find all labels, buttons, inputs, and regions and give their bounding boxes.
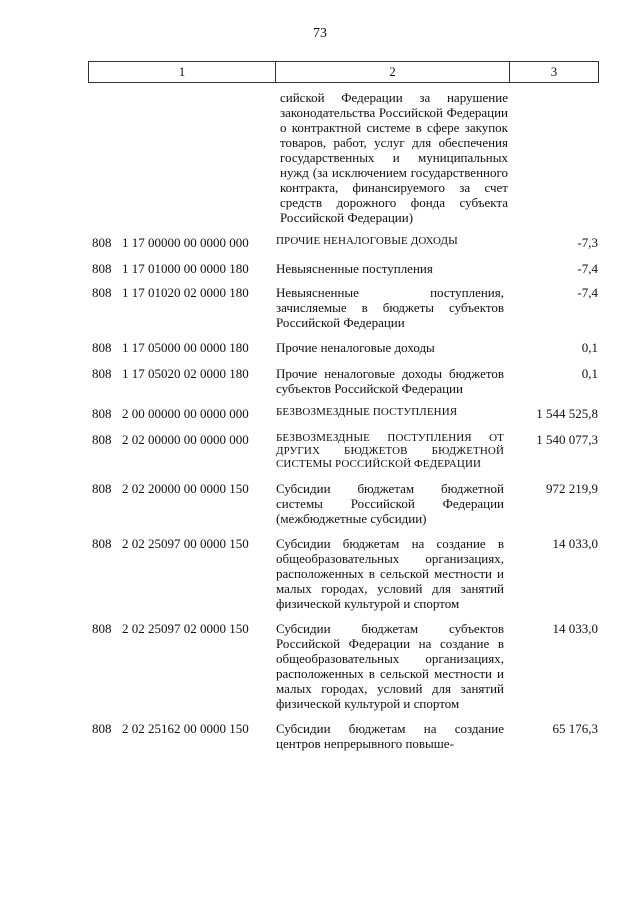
admin-code: 808 — [92, 432, 112, 447]
code-cell — [88, 721, 278, 737]
table-row — [88, 406, 600, 422]
row-amount: 972 219,9 — [546, 481, 598, 496]
code-cell — [88, 432, 278, 448]
budget-code: 2 02 20000 00 0000 150 — [122, 481, 249, 496]
admin-code: 808 — [92, 621, 112, 636]
table-row — [88, 261, 600, 277]
header-col-2: 2 — [276, 62, 510, 82]
row-description: БЕЗВОЗМЕЗДНЫЕ ПОСТУПЛЕНИЯ ОТ ДРУГИХ БЮДЖЕТОВ БЮДЖЕТНОЙ СИСТЕМЫ РОССИЙСКОЙ ФЕДЕРАЦИИ — [276, 432, 504, 470]
admin-code: 808 — [92, 285, 112, 300]
header-col-3: 3 — [550, 64, 558, 79]
budget-code: 2 02 25162 00 0000 150 — [122, 721, 249, 736]
code-cell — [88, 235, 278, 251]
budget-code: 1 17 05020 02 0000 180 — [122, 366, 249, 381]
continuation-text: сийской Федерации за нарушение законодательства Российской Федерации о контрактной системе в сфере закупок товаров, работ, услуг для обеспечения государственных и муниципальных нужд (за исключением государственного контракта, финансируемого за счет средств дорожного фонда субъекта Российской Федерации) — [280, 90, 508, 225]
budget-code: 2 00 00000 00 0000 000 — [122, 406, 249, 421]
row-amount: 0,1 — [581, 340, 598, 355]
admin-code: 808 — [92, 536, 112, 551]
table-header — [88, 61, 599, 83]
budget-code: 1 17 05000 00 0000 180 — [122, 340, 249, 355]
header-col-1: 1 — [89, 62, 276, 82]
row-description: Прочие неналоговые доходы бюджетов субъектов Российской Федерации — [276, 366, 504, 396]
row-amount: -7,4 — [577, 285, 598, 300]
admin-code: 808 — [92, 235, 112, 250]
table-row — [88, 621, 600, 711]
code-cell — [88, 481, 278, 497]
budget-code: 1 17 00000 00 0000 000 — [122, 235, 249, 250]
row-description: БЕЗВОЗМЕЗДНЫЕ ПОСТУПЛЕНИЯ — [276, 406, 458, 418]
budget-code: 1 17 01020 02 0000 180 — [122, 285, 249, 300]
budget-code: 1 17 01000 00 0000 180 — [122, 261, 249, 276]
code-cell — [88, 285, 278, 301]
row-description: ПРОЧИЕ НЕНАЛОГОВЫЕ ДОХОДЫ — [276, 235, 458, 247]
row-description: Невыясненные поступления — [276, 261, 433, 276]
table-row — [88, 366, 600, 396]
row-description: Субсидии бюджетам бюджетной системы Российской Федерации (межбюджетные субсидии) — [276, 481, 504, 526]
budget-code: 2 02 00000 00 0000 000 — [122, 432, 249, 447]
table-body — [88, 90, 600, 751]
row-description: Прочие неналоговые доходы — [276, 340, 435, 355]
table-row — [88, 721, 600, 751]
row-amount: 1 544 525,8 — [536, 406, 598, 421]
table-row — [88, 285, 600, 330]
code-cell — [88, 406, 278, 422]
continuation-row — [88, 90, 600, 225]
row-amount: 14 033,0 — [552, 621, 598, 636]
table-row — [88, 536, 600, 611]
table-row — [88, 481, 600, 526]
row-amount: -7,4 — [577, 261, 598, 276]
row-amount: 1 540 077,3 — [536, 432, 598, 447]
admin-code: 808 — [92, 406, 112, 421]
row-amount: 14 033,0 — [552, 536, 598, 551]
row-description: Субсидии бюджетам на создание в общеобразовательных организациях, расположенных в сельской местности и малых городах, условий для занятий физической культурой и спортом — [276, 536, 504, 611]
row-description: Субсидии бюджетам субъектов Российской Федерации на создание в общеобразовательных организациях, расположенных в сельской местности и малых городах, условий для занятий физической культурой и спортом — [276, 621, 504, 711]
table-row — [88, 432, 600, 471]
code-cell — [88, 261, 278, 277]
code-cell — [88, 366, 278, 382]
table-row — [88, 340, 600, 356]
admin-code: 808 — [92, 261, 112, 276]
table-row — [88, 235, 600, 251]
row-amount: 65 176,3 — [552, 721, 598, 736]
budget-code: 2 02 25097 02 0000 150 — [122, 621, 249, 636]
budget-code: 2 02 25097 00 0000 150 — [122, 536, 249, 551]
row-amount: 0,1 — [581, 366, 598, 381]
code-cell — [88, 340, 278, 356]
admin-code: 808 — [92, 366, 112, 381]
admin-code: 808 — [92, 721, 112, 736]
row-description: Невыясненные поступления, зачисляемые в бюджеты субъектов Российской Федерации — [276, 285, 504, 330]
row-amount: -7,3 — [577, 235, 598, 250]
page-number: 73 — [313, 26, 327, 41]
code-cell — [88, 536, 278, 552]
admin-code: 808 — [92, 481, 112, 496]
code-cell — [88, 621, 278, 637]
admin-code: 808 — [92, 340, 112, 355]
row-description: Субсидии бюджетам на создание центров непрерывного повыше- — [276, 721, 504, 751]
